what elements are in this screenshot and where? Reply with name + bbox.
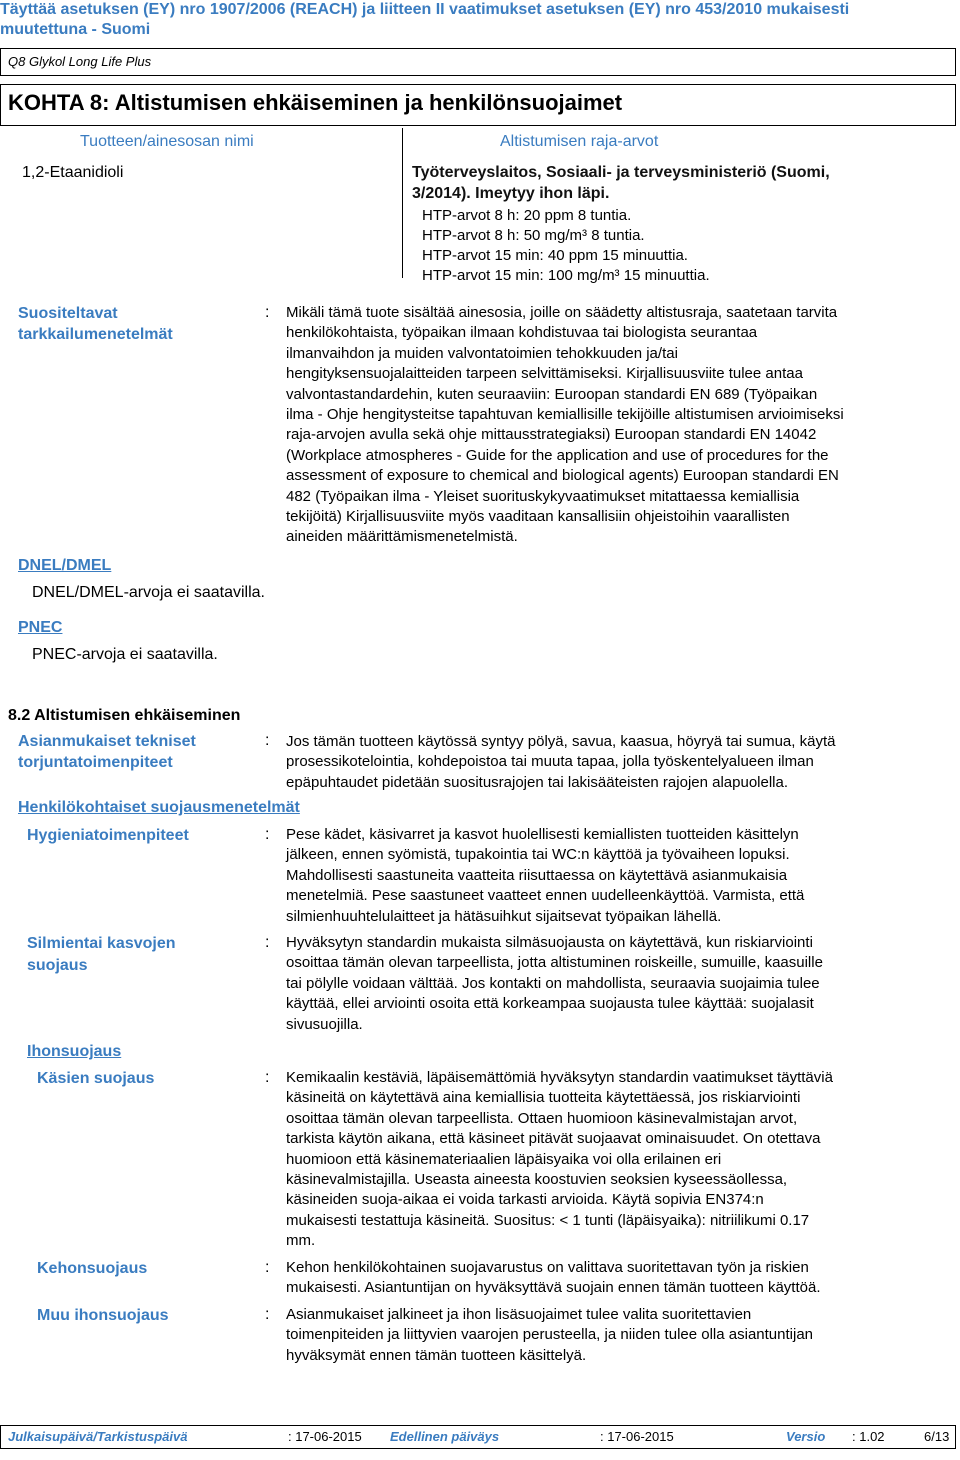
text-line: mm. (286, 1232, 316, 1250)
issue-date-value: : 17-06-2015 (288, 1429, 362, 1444)
text-line: osoittaa tämän olevan tarpeellista. Ottaen huomioon käsinevalmistajan arvot, (286, 1109, 798, 1127)
text-line: Hyväksytyn standardin mukaista silmäsuojausta on käytettävä, kun riskiarviointi (286, 934, 813, 951)
tech-controls-text (286, 732, 956, 793)
body-protection-text (286, 1258, 956, 1299)
subsection-8-2-heading: 8.2 Altistumisen ehkäiseminen (8, 707, 241, 724)
hygiene-label: Hygieniatoimenpiteet (27, 827, 189, 844)
other-skin-protection-text (286, 1305, 956, 1366)
skin-protection-heading: Ihonsuojaus (27, 1043, 122, 1060)
text-line: silmienhuuhtelulaitteet ja hätäsuihkut sijaitsevat työpaikan lähellä. (286, 907, 722, 925)
body-protection-colon: : (265, 1259, 270, 1276)
regulation-line-2: muutettuna - Suomi (0, 21, 151, 38)
text-line: huomioon että käsinemateriaalien läpäisyaika voi olla erilainen eri (286, 1150, 722, 1168)
version-label: Versio (786, 1429, 826, 1444)
table-divider (402, 128, 403, 278)
pnec-heading: PNEC (18, 619, 63, 636)
text-line: mukaisesti. Asiantuntijan on hyväksyttävä suojain ennen tämän tuotteen käyttöä. (286, 1279, 821, 1297)
text-line: valvontastandardehin, kuten seuraaviin: Euroopan standardi EN 689 (Työpaikan (286, 385, 818, 403)
dnel-text: DNEL/DMEL-arvoja ei saatavilla. (32, 584, 265, 601)
text-line: Pese kädet, käsivarret ja kasvot huolellisesti kemiallisten tuotteiden käsittelyn (286, 826, 799, 843)
text-line: aineiden määrittämismenetelmistä. (286, 528, 518, 546)
eye-protection-colon: : (265, 934, 270, 951)
monitoring-text (286, 303, 956, 548)
limit-value: HTP-arvot 8 h: 50 mg/m³ 8 tuntia. (422, 227, 645, 244)
text-line: epäpuhtaudet pidetään suositusrajojen tai lakisääteisten rajojen alapuolella. (286, 773, 789, 791)
eye-protection-label-line-1: Silmientai kasvojen (27, 935, 176, 952)
text-line: sivusuojilla. (286, 1015, 363, 1033)
text-line: Jos tämän tuotteen käytössä syntyy pölyä, savua, kaasua, höyryä tai sumua, käytä (286, 733, 836, 750)
limits-source-line-2: 3/2014). Imeytyy ihon läpi. (412, 185, 610, 202)
page-number: 6/13 (924, 1429, 950, 1444)
monitoring-label-line-1: Suositeltavat (18, 305, 118, 322)
text-line: 482 (Työpaikan ilma - Yleiset suorituskykyvaatimukset mitattaessa kemiallisia (286, 487, 800, 505)
col-limits-header: Altistumisen raja-arvot (500, 133, 659, 150)
product-name: Q8 Glykol Long Life Plus (8, 54, 152, 69)
tech-controls-label-line-1: Asianmukaiset tekniset (18, 733, 196, 750)
text-line: prosessikotelointia, kohdepoistoa tai muuta tapaa, jolla työskentelyalueen ilman (286, 753, 814, 771)
text-line: tarkista käytön aikana, että käsineet pitävät suojaavat ominaisuudet. On otettava (286, 1130, 821, 1148)
hygiene-colon: : (265, 826, 270, 843)
tech-controls-colon: : (265, 732, 270, 749)
text-line: mukaisesti testattuja käsineitä. Suositus: < 1 tunti (läpäisyaika): nitriilikumi 0.17 (286, 1211, 810, 1229)
substance-name: 1,2-Etaanidioli (22, 164, 124, 181)
hand-protection-colon: : (265, 1069, 270, 1086)
limits-source-line-1: Työterveyslaitos, Sosiaali- ja terveysministeriö (Suomi, (412, 164, 830, 181)
text-line: Asianmukaiset jalkineet ja ihon lisäsuojaimet tulee valita suoritettavien (286, 1306, 752, 1323)
text-line: ilma - Ohje hengitysteitse tapahtuvan kemiallisille tekijöille altistumisen arvioimiseksi (286, 406, 844, 424)
issue-date-label: Julkaisupäivä/Tarkistuspäivä (8, 1429, 188, 1444)
limit-value: HTP-arvot 8 h: 20 ppm 8 tuntia. (422, 207, 632, 224)
text-line: raja-arvojen avulla sekä ohje mittausstrategiaksi) Euroopan standardi EN 14042 (286, 426, 817, 444)
section-title: KOHTA 8: Altistumisen ehkäiseminen ja henkilönsuojaimet (8, 90, 623, 115)
tech-controls-label-line-2: torjuntatoimenpiteet (18, 754, 173, 771)
other-skin-protection-label: Muu ihonsuojaus (37, 1307, 169, 1324)
text-line: Kehon henkilökohtainen suojavarustus on valittava suoritettavan työn ja riskien (286, 1259, 809, 1276)
hand-protection-label: Käsien suojaus (37, 1070, 155, 1087)
text-line: osoittaa tämän olevan tarpeellista, jotta altistuminen roiskeille, sumuille, kaasuille (286, 954, 823, 972)
limit-value: HTP-arvot 15 min: 40 ppm 15 minuuttia. (422, 247, 688, 264)
text-line: hyväksymät ennen tämän tuotteen käsittelyä. (286, 1346, 587, 1364)
previous-date-value: : 17-06-2015 (600, 1429, 674, 1444)
monitoring-colon: : (265, 304, 270, 321)
eye-protection-text (286, 933, 956, 1035)
regulation-line-1: Täyttää asetuksen (EY) nro 1907/2006 (REACH) ja liitteen II vaatimukset asetuksen (EY) nro 453/2010 mukaisesti (0, 1, 850, 18)
hygiene-text (286, 825, 956, 927)
monitoring-label-line-2: tarkkailumenetelmät (18, 326, 173, 343)
text-line: tekijöitä) Kirjallisuusviite myös vaaditaan kansallisiin ohjeistoihin vaarallisten (286, 508, 790, 526)
version-value: : 1.02 (852, 1429, 885, 1444)
hand-protection-text (286, 1068, 956, 1252)
pnec-text: PNEC-arvoja ei saatavilla. (32, 646, 218, 663)
other-skin-protection-colon: : (265, 1306, 270, 1323)
text-line: käsineiden suoja-aikaa ei voida tarkasti arvioida. Käytä sopivia EN374:n (286, 1191, 764, 1209)
previous-date-label: Edellinen päiväys (390, 1429, 500, 1444)
text-line: assessment of exposure to chemical and biological agents) Euroopan standardi EN (286, 467, 839, 485)
text-line: Mikäli tämä tuote sisältää ainesosia, joille on säädetty altistusraja, saatetaan tarvita (286, 304, 838, 321)
text-line: käyttää, ellei arviointi osoita että korkeampaa suojausta tulee käyttää: suojalasit (286, 995, 814, 1013)
text-line: hengityksensuojalaitteiden tarpeen selvittämiseksi. Kirjallisuusviite tulee antaa (286, 365, 803, 383)
text-line: (Workplace atmospheres - Guide for the application and use of procedures for the (286, 446, 829, 464)
text-line: toimenpiteiden ja liittyvien vaarojen perusteella, ja niiden tulee olla asiantuntijan (286, 1326, 813, 1344)
text-line: käsinevalmistajilla. Useasta aineesta koostuvien seoksien kyseessäollessa, (286, 1171, 788, 1189)
text-line: jälkeen, ennen syömistä, tupakointia tai WC:n käyttöä ja työvaiheen lopuksi. (286, 846, 790, 864)
text-line: Kemikaalin kestäviä, läpäisemättömiä hyväksytyn standardin vaatimukset täyttäviä (286, 1069, 833, 1086)
eye-protection-label-line-2: suojaus (27, 957, 88, 974)
text-line: käsineitä on käytettävä aina kemiallisia tuotteita käytettäessä, jos riskiarviointi (286, 1089, 801, 1107)
text-line: Mahdollisesti saastuneita vaatteita riisuttaessa on käytettävä asianmukaisia (286, 866, 788, 884)
text-line: menetelmiä. Pese saastuneet vaatteet ennen uudelleenkäyttöä. Varmista, että (286, 887, 805, 905)
text-line: henkilökohtaista, työpaikan ilmaan kohdistuvaa tai biologista seurantaa (286, 324, 758, 342)
limit-value: HTP-arvot 15 min: 100 mg/m³ 15 minuuttia. (422, 267, 710, 284)
text-line: tai pölylle voidaan välttää. Jos kontakti on mahdollista, seuraavia suojaimia tulee (286, 974, 820, 992)
col-name-header: Tuotteen/ainesosan nimi (80, 133, 254, 150)
dnel-heading: DNEL/DMEL (18, 557, 112, 574)
text-line: ilmanvaihdon ja muiden valvontatoimien tehokkuuden ja/tai (286, 344, 678, 362)
body-protection-label: Kehonsuojaus (37, 1260, 148, 1277)
personal-protection-heading: Henkilökohtaiset suojausmenetelmät (18, 799, 300, 816)
